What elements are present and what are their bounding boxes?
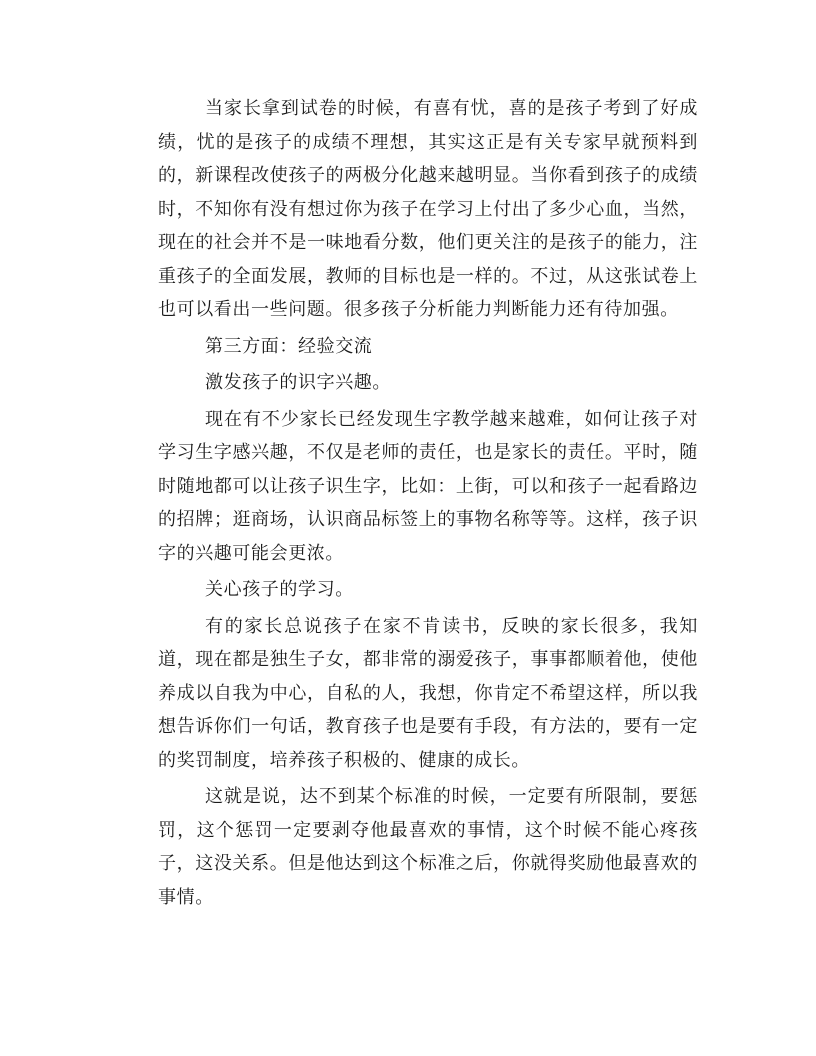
paragraph-literacy: 现在有不少家长已经发现生字教学越来越难，如何让孩子对学习生字感兴趣，不仅是老师的责任，也是家长的责任。平时，随时随地都可以让孩子识生字，比如：上街，可以和孩子一起看路边的招牌；逛商场，认识商品标签上的事物名称等等。这样，孩子识字的兴趣可能会更浓。	[158, 408, 698, 564]
document-body	[158, 92, 698, 914]
subheading-literacy-interest: 激发孩子的识字兴趣。	[205, 372, 391, 393]
section-heading-experience: 第三方面：经验交流	[205, 335, 373, 357]
paragraph-reward-system: 有的家长总说孩子在家不肯读书，反映的家长很多，我知道，现在都是独生子女，都非常的溺爱孩子，事事都顺着他，使他养成以自我为中心，自私的人，我想，你肯定不希望这样，所以我想告诉你们一句话，教育孩子也是要有手段，有方法的，要有一定的奖罚制度，培养孩子积极的、健康的成长。	[158, 615, 698, 771]
subheading-care-study: 关心孩子的学习。	[205, 579, 354, 600]
paragraph-exam-results: 当家长拿到试卷的时候，有喜有忧，喜的是孩子考到了好成绩，忧的是孩子的成绩不理想，其实这正是有关专家早就预料到的，新课程改使孩子的两极分化越来越明显。当你看到孩子的成绩时，不知你有没有想过你为孩子在学习上付出了多少心血，当然，现在的社会并不是一味地看分数，他们更关注的是孩子的能力，注重孩子的全面发展，教师的目标也是一样的。不过，从这张试卷上也可以看出一些问题。很多孩子分析能力判断能力还有待加强。	[158, 98, 698, 320]
paragraph-punishment: 这就是说，达不到某个标准的时候，一定要有所限制，要惩罚，这个惩罚一定要剥夺他最喜欢的事情，这个时候不能心疼孩子，这没关系。但是他达到这个标准之后，你就得奖励他最喜欢的事情。	[158, 786, 698, 908]
